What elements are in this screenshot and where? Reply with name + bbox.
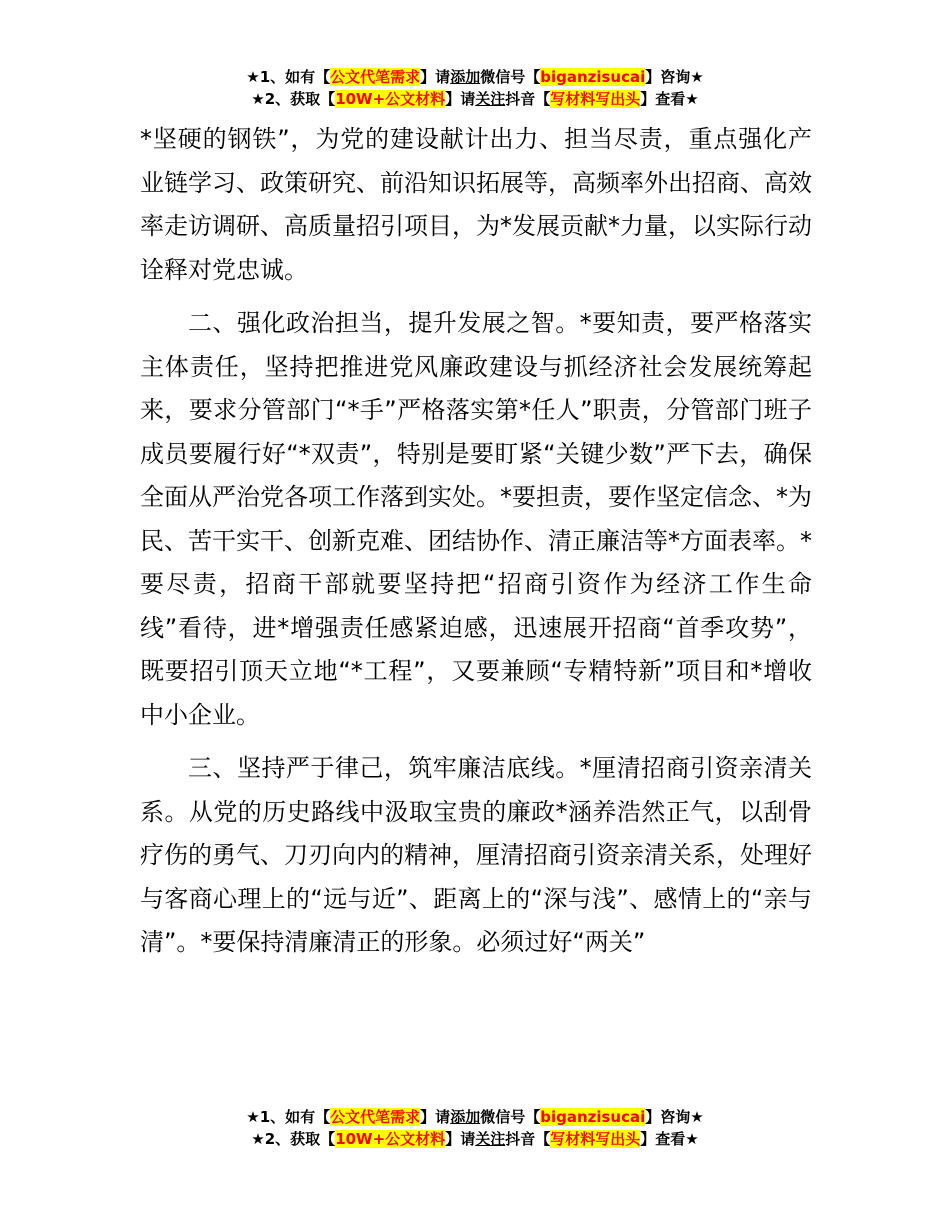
underline-follow: 关注 xyxy=(475,1130,506,1148)
highlight-ghostwriting: 公文代笔需求 xyxy=(330,68,421,86)
underline-follow: 关注 xyxy=(475,90,506,108)
banner-text: 微信号【 xyxy=(480,68,541,86)
banner-text: ★2、获取【 xyxy=(251,90,336,108)
highlight-douyin-account: 写材料写出头 xyxy=(550,1130,641,1148)
banner-text: 】咨询★ xyxy=(645,1108,704,1126)
banner-line-follow xyxy=(0,1128,950,1150)
paragraph-section-two: 二、强化政治担当，提升发展之智。*要知责，要严格落实主体责任，坚持把推进党风廉政建设与抓经济社会发展统筹起来，要求分管部门“*手”严格落实第*任人”职责，分管部门班子成员要履行好“*双责”，特别是要盯紧“关键少数”严下去，确保全面从严治党各项工作落到实处。*要担责，要作坚定信念、*为民、苦干实干、创新克难、团结协作、清正廉洁等*方面表率。*要尽责，招商干部就要坚持把“招商引资作为经济工作生命线”看待，进*增强责任感紧迫感，迅速展开招商“首季攻势”，既要招引顶天立地“*工程”，又要兼顾“专精特新”项目和*增收中小企业。 xyxy=(140,309,812,729)
banner-line-follow xyxy=(0,88,950,110)
banner-text: ★1、如有【 xyxy=(246,1108,331,1126)
banner-line-consult xyxy=(0,66,950,88)
underline-add: 添加 xyxy=(450,68,481,86)
highlight-wechat-id: biganzisucai xyxy=(540,68,646,86)
document-body xyxy=(140,118,812,975)
banner-text: 】请 xyxy=(445,1130,476,1148)
banner-text: 】请 xyxy=(445,90,476,108)
paragraph-continuation: *坚硬的钢铁”，为党的建设献计出力、担当尽责，重点强化产业链学习、政策研究、前沿知识拓展等，高频率外出招商、高效率走访调研、高质量招引项目，为*发展贡献*力量，以实际行动诠释对党忠诚。 xyxy=(140,125,812,284)
paragraph-section-three: 三、坚持严于律己，筑牢廉洁底线。*厘清招商引资亲清关系。从党的历史路线中汲取宝贵的廉政*涵养浩然正气，以刮骨疗伤的勇气、刀刃向内的精神，厘清招商引资亲清关系，处理好与客商心理上的“远与近”、距离上的“深与浅”、感情上的“亲与清”。*要保持清廉清正的形象。必须过好“两关” xyxy=(140,754,812,956)
banner-text: 】查看★ xyxy=(640,1130,699,1148)
banner-text: 】咨询★ xyxy=(645,68,704,86)
highlight-wechat-id: biganzisucai xyxy=(540,1108,646,1126)
highlight-ghostwriting: 公文代笔需求 xyxy=(330,1108,421,1126)
highlight-materials: 10W+公文材料 xyxy=(335,1130,446,1148)
footer-banner xyxy=(0,1106,950,1150)
banner-text: 】请 xyxy=(420,1108,451,1126)
header-banner xyxy=(0,66,950,110)
banner-text: ★2、获取【 xyxy=(251,1130,336,1148)
highlight-materials: 10W+公文材料 xyxy=(335,90,446,108)
banner-text: 微信号【 xyxy=(480,1108,541,1126)
banner-line-consult xyxy=(0,1106,950,1128)
banner-text: 】查看★ xyxy=(640,90,699,108)
banner-text: 抖音【 xyxy=(505,90,551,108)
underline-add: 添加 xyxy=(450,1108,481,1126)
highlight-douyin-account: 写材料写出头 xyxy=(550,90,641,108)
banner-text: 】请 xyxy=(420,68,451,86)
banner-text: 抖音【 xyxy=(505,1130,551,1148)
banner-text: ★1、如有【 xyxy=(246,68,331,86)
